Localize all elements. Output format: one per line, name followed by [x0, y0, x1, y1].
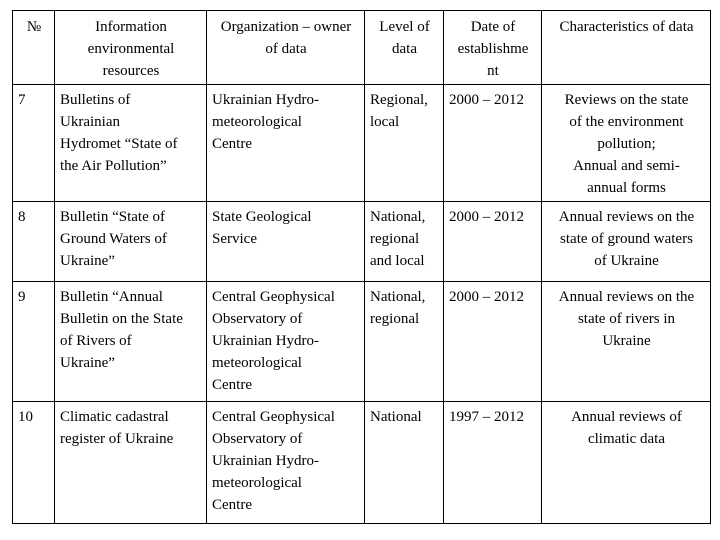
cell-characteristics: Reviews on the state of the environment pollution; Annual and semi- annual forms [542, 85, 711, 202]
cell-resource: Bulletin “State of Ground Waters of Ukraine” [55, 202, 207, 282]
cell-level: National [365, 402, 444, 524]
header-characteristics: Characteristics of data [542, 11, 711, 85]
cell-characteristics: Annual reviews on the state of ground waters of Ukraine [542, 202, 711, 282]
cell-number: 8 [13, 202, 55, 282]
header-information-resources: Information environmental resources [55, 11, 207, 85]
cell-number: 9 [13, 282, 55, 402]
cell-owner: State Geological Service [207, 202, 365, 282]
environmental-resources-table [12, 10, 711, 524]
table-row [13, 402, 711, 524]
header-date-of-establishment: Date of establishme nt [444, 11, 542, 85]
cell-owner: Central Geophysical Observatory of Ukrainian Hydro- meteorological Centre [207, 282, 365, 402]
cell-resource: Climatic cadastral register of Ukraine [55, 402, 207, 524]
header-number: № [13, 11, 55, 85]
cell-level: National, regional and local [365, 202, 444, 282]
cell-date: 1997 – 2012 [444, 402, 542, 524]
cell-number: 7 [13, 85, 55, 202]
cell-owner: Central Geophysical Observatory of Ukrainian Hydro- meteorological Centre [207, 402, 365, 524]
header-organization-owner: Organization – owner of data [207, 11, 365, 85]
table-row [13, 282, 711, 402]
cell-level: National, regional [365, 282, 444, 402]
cell-resource: Bulletins of Ukrainian Hydromet “State of the Air Pollution” [55, 85, 207, 202]
cell-resource: Bulletin “Annual Bulletin on the State of Rivers of Ukraine” [55, 282, 207, 402]
table-header-row [13, 11, 711, 85]
cell-date: 2000 – 2012 [444, 282, 542, 402]
cell-date: 2000 – 2012 [444, 85, 542, 202]
table-row [13, 85, 711, 202]
cell-characteristics: Annual reviews of climatic data [542, 402, 711, 524]
cell-date: 2000 – 2012 [444, 202, 542, 282]
table-row [13, 202, 711, 282]
cell-characteristics: Annual reviews on the state of rivers in Ukraine [542, 282, 711, 402]
cell-level: Regional, local [365, 85, 444, 202]
cell-owner: Ukrainian Hydro- meteorological Centre [207, 85, 365, 202]
header-level-of-data: Level of data [365, 11, 444, 85]
cell-number: 10 [13, 402, 55, 524]
